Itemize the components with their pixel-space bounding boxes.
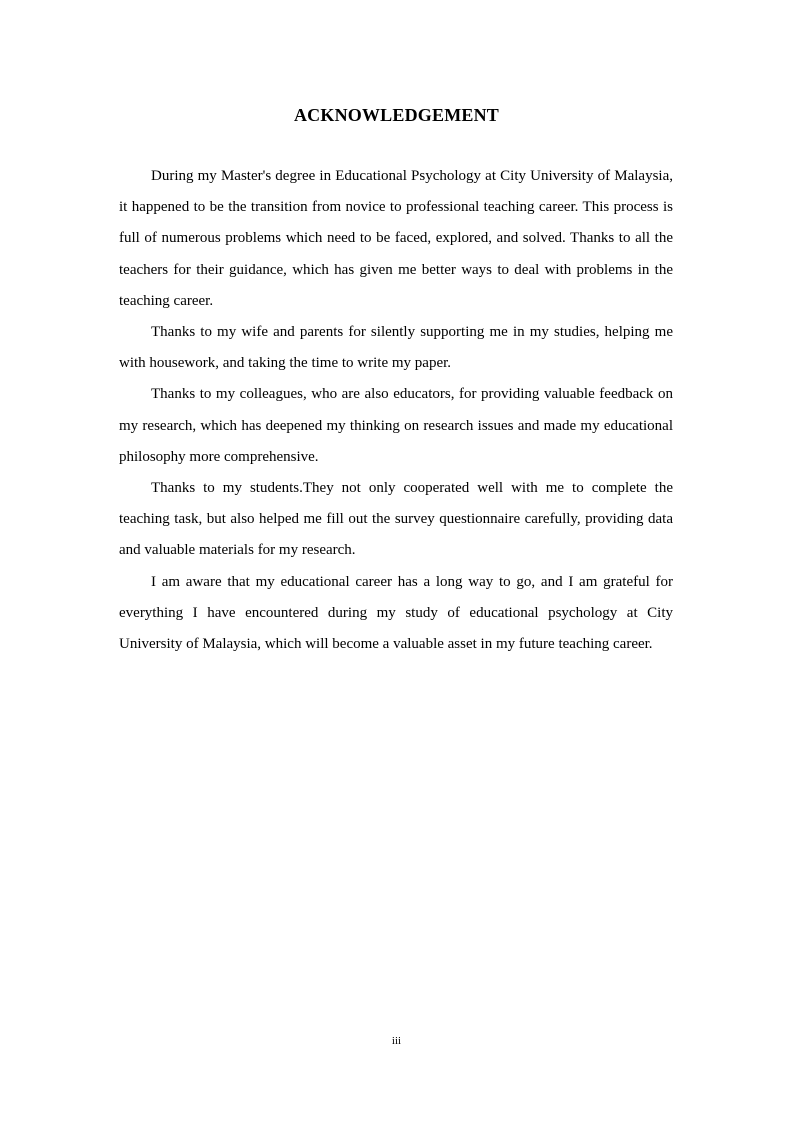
- paragraph-family: Thanks to my wife and parents for silently supporting me in my studies, helping me with housework, and taking the time to write my paper.: [119, 324, 673, 372]
- acknowledgement-body: [119, 161, 673, 660]
- page-title: ACKNOWLEDGEMENT: [293, 105, 500, 125]
- paragraph-gratitude: I am aware that my educational career has a long way to go, and I am grateful for everything I have encountered during my study of educational psychology at City University of Malaysia, which will become a valuable asset in my future teaching career.: [119, 573, 673, 653]
- paragraph-students: Thanks to my students.They not only cooperated well with me to complete the teaching task, but also helped me fill out the survey questionnaire carefully, providing data and valuable materials for my research.: [119, 480, 673, 559]
- page-number: iii: [391, 1035, 402, 1047]
- paragraph-colleagues: Thanks to my colleagues, who are also educators, for providing valuable feedback on my research, which has deepened my thinking on research issues and made my educational philosophy more comprehensive.: [119, 386, 673, 465]
- paragraph-masters-degree: During my Master's degree in Educational Psychology at City University of Malaysia, it happened to be the transition from novice to professional teaching career. This process is full of numerous problems which need to be faced, explored, and solved. Thanks to all the teachers for their guidance, which has given me better ways to deal with problems in the teaching career.: [119, 168, 673, 309]
